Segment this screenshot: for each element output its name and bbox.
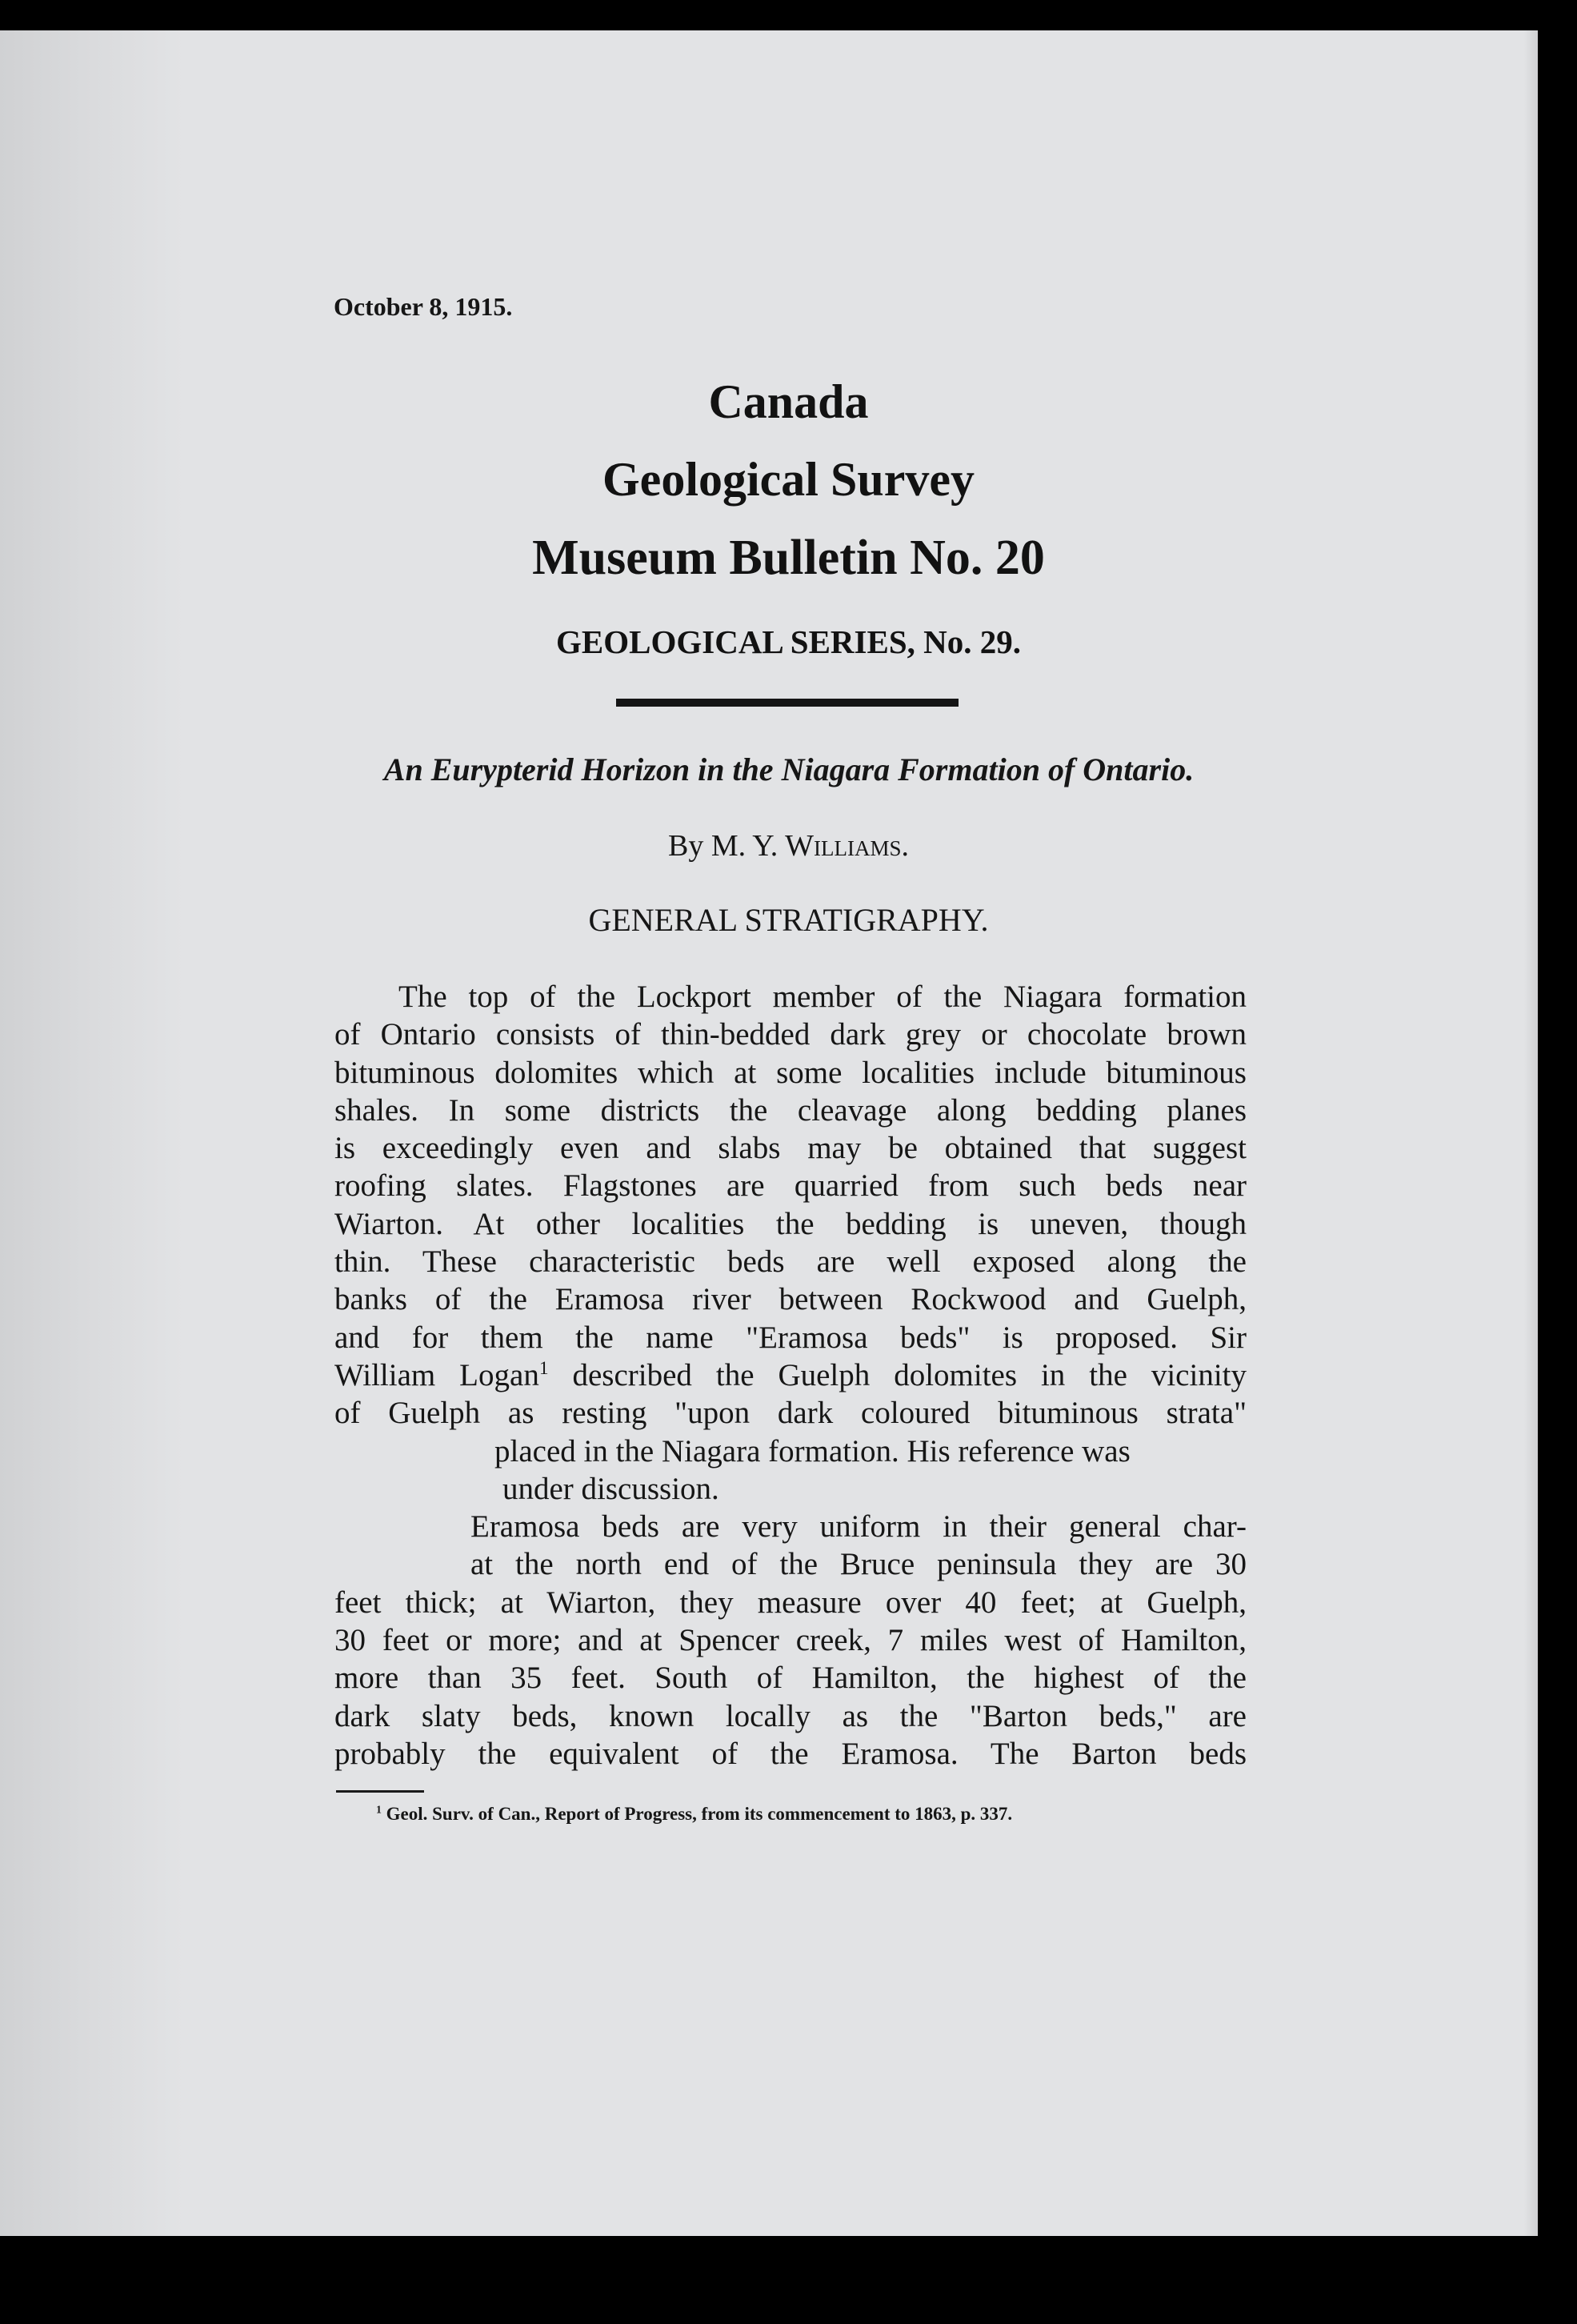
body-line: The top of the Lockport member of the Niagara formation (398, 980, 1247, 1014)
body-line: under discussion. (502, 1471, 719, 1506)
body-line: roofing slates. Flagstones are quarried from such beds near (334, 1168, 1247, 1204)
byline-prefix: By (668, 829, 704, 863)
title-canada: Canada (708, 375, 869, 428)
footnote-text: Geol. Surv. of Can., Report of Progress, from its commencement to 1863, p. 337. (386, 1804, 1013, 1824)
body-line: Wiarton. At other localities the bedding is uneven, though (334, 1206, 1247, 1241)
body-line-rest: described the Guelph dolomites in the vicinity (548, 1357, 1247, 1392)
body-line: dark slaty beds, known locally as the "Barton beds," are (334, 1698, 1247, 1733)
body-line: 30 feet or more; and at Spencer creek, 7 miles west of Hamilton, (334, 1623, 1247, 1658)
author-name: M. Y. Williams. (710, 829, 909, 863)
body-line: feet thick; at Wiarton, they measure over 40 feet; at Guelph, (334, 1585, 1247, 1620)
body-line: thin. These characteristic beds are well exposed along the (334, 1244, 1247, 1280)
body-line: more than 35 feet. South of Hamilton, the highest of the (334, 1661, 1247, 1696)
publication-date: October 8, 1915. (334, 292, 513, 321)
footnote-marker: 1 (376, 1803, 382, 1816)
title-geological-survey: Geological Survey (602, 453, 975, 506)
body-line: and for them the name "Eramosa beds" is proposed. Sir (334, 1320, 1247, 1355)
footnote (376, 1804, 1012, 1825)
byline (0, 828, 1577, 863)
page-edge (1524, 30, 1538, 2236)
section-heading: GENERAL STRATIGRAPHY. (588, 902, 989, 938)
body-line: placed in the Niagara formation. His reference was (494, 1433, 1131, 1469)
body-line: at the north end of the Bruce peninsula they are 30 (470, 1547, 1247, 1582)
series-heading: GEOLOGICAL SERIES, No. 29. (556, 623, 1021, 660)
body-line: Eramosa beds are very uniform in their general char- (470, 1509, 1247, 1545)
body-line: probably the equivalent of the Eramosa. The Barton beds (334, 1736, 1247, 1771)
body-line: bituminous dolomites which at some localities include bituminous (334, 1055, 1247, 1090)
body-line-logan (334, 1356, 1247, 1394)
binding-shadow (0, 30, 184, 2236)
body-line: banks of the Eramosa river between Rockwood and Guelph, (334, 1282, 1247, 1317)
body-paragraphs (334, 978, 1247, 1773)
title-divider (616, 699, 959, 707)
body-line: of Ontario consists of thin-bedded dark grey or chocolate brown (334, 1017, 1247, 1052)
title-museum-bulletin: Museum Bulletin No. 20 (532, 531, 1045, 585)
article-title: An Eurypterid Horizon in the Niagara Formation of Ontario. (383, 751, 1195, 787)
body-line-start: William Logan (334, 1357, 539, 1392)
body-line: of Guelph as resting "upon dark coloured bituminous strata" (334, 1396, 1247, 1431)
footnote-reference: 1 (538, 1357, 549, 1379)
footnote-divider (336, 1790, 424, 1793)
body-line: shales. In some districts the cleavage along bedding planes (334, 1092, 1247, 1128)
body-line: is exceedingly even and slabs may be obtained that suggest (334, 1131, 1247, 1166)
